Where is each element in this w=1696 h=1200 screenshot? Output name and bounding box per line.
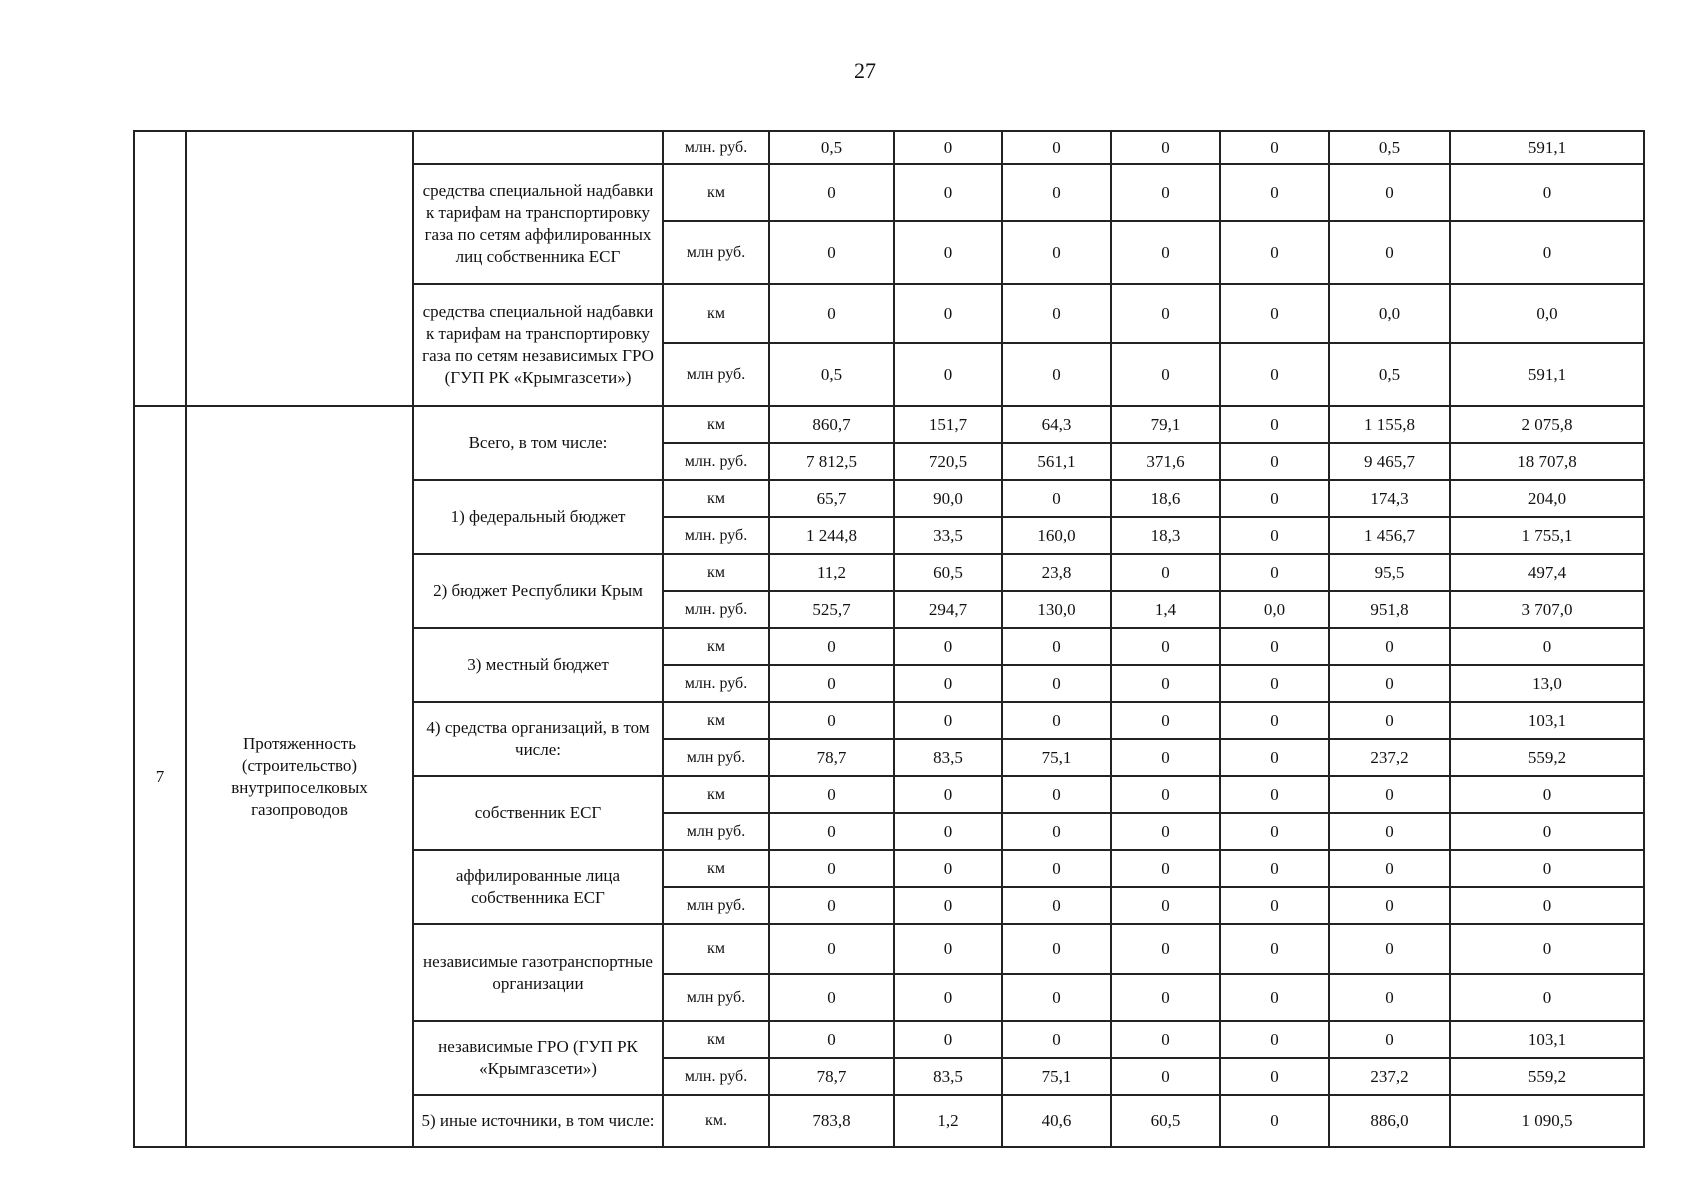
unit-cell: млн руб. bbox=[663, 739, 769, 776]
value-cell: 60,5 bbox=[1111, 1095, 1220, 1147]
value-cell: 0 bbox=[1002, 924, 1111, 974]
value-cell: 0 bbox=[1111, 284, 1220, 343]
unit-cell: км bbox=[663, 554, 769, 591]
value-cell: 0 bbox=[1002, 628, 1111, 665]
value-cell: 0,5 bbox=[769, 343, 894, 406]
value-cell: 0 bbox=[1220, 221, 1329, 284]
unit-cell: млн руб. bbox=[663, 343, 769, 406]
value-cell: 83,5 bbox=[894, 739, 1002, 776]
value-cell: 0 bbox=[1220, 443, 1329, 480]
value-cell: 90,0 bbox=[894, 480, 1002, 517]
value-cell: 0 bbox=[1002, 131, 1111, 164]
value-cell: 0 bbox=[1111, 887, 1220, 924]
value-cell: 371,6 bbox=[1111, 443, 1220, 480]
value-cell: 0 bbox=[1002, 480, 1111, 517]
value-cell: 0 bbox=[1450, 974, 1644, 1021]
value-cell: 0 bbox=[1002, 1021, 1111, 1058]
source-label: независимые ГРО (ГУП РК «Крымгазсети») bbox=[413, 1021, 663, 1095]
value-cell: 151,7 bbox=[894, 406, 1002, 443]
value-cell: 0 bbox=[1220, 924, 1329, 974]
unit-cell: млн. руб. bbox=[663, 443, 769, 480]
value-cell: 33,5 bbox=[894, 517, 1002, 554]
value-cell: 237,2 bbox=[1329, 1058, 1450, 1095]
value-cell: 0 bbox=[1220, 284, 1329, 343]
value-cell: 65,7 bbox=[769, 480, 894, 517]
value-cell: 0 bbox=[1329, 702, 1450, 739]
value-cell: 0 bbox=[1220, 480, 1329, 517]
value-cell: 0 bbox=[1220, 813, 1329, 850]
value-cell: 130,0 bbox=[1002, 591, 1111, 628]
value-cell: 0 bbox=[1450, 164, 1644, 221]
value-cell: 0 bbox=[769, 665, 894, 702]
table-row bbox=[134, 131, 1644, 164]
value-cell: 0 bbox=[1329, 974, 1450, 1021]
value-cell: 0 bbox=[1111, 1021, 1220, 1058]
unit-cell: млн руб. bbox=[663, 974, 769, 1021]
value-cell: 0 bbox=[769, 974, 894, 1021]
value-cell: 0 bbox=[1220, 739, 1329, 776]
value-cell: 18,3 bbox=[1111, 517, 1220, 554]
value-cell: 0 bbox=[1220, 343, 1329, 406]
value-cell: 0 bbox=[1220, 131, 1329, 164]
source-label: средства специальной надбавки к тарифам на транспортировку газа по сетям аффилированных лиц собственника ЕСГ bbox=[413, 164, 663, 284]
value-cell: 0 bbox=[894, 887, 1002, 924]
value-cell: 0,5 bbox=[769, 131, 894, 164]
unit-cell: млн. руб. bbox=[663, 591, 769, 628]
value-cell: 0 bbox=[1111, 665, 1220, 702]
table-row bbox=[134, 406, 1644, 443]
unit-cell: км bbox=[663, 628, 769, 665]
unit-cell: км bbox=[663, 850, 769, 887]
value-cell: 78,7 bbox=[769, 1058, 894, 1095]
value-cell: 0 bbox=[1450, 924, 1644, 974]
unit-cell: млн. руб. bbox=[663, 131, 769, 164]
value-cell: 0 bbox=[1450, 628, 1644, 665]
value-cell: 0 bbox=[1002, 974, 1111, 1021]
unit-cell: км bbox=[663, 284, 769, 343]
value-cell: 886,0 bbox=[1329, 1095, 1450, 1147]
value-cell: 0 bbox=[1329, 221, 1450, 284]
value-cell: 0 bbox=[1220, 776, 1329, 813]
value-cell: 0 bbox=[1329, 164, 1450, 221]
value-cell: 0 bbox=[894, 702, 1002, 739]
value-cell: 0 bbox=[894, 974, 1002, 1021]
value-cell: 0 bbox=[1111, 554, 1220, 591]
value-cell: 1 755,1 bbox=[1450, 517, 1644, 554]
value-cell: 0 bbox=[1450, 850, 1644, 887]
value-cell: 0 bbox=[1220, 850, 1329, 887]
value-cell: 0 bbox=[1220, 554, 1329, 591]
source-label: 3) местный бюджет bbox=[413, 628, 663, 702]
value-cell: 1 456,7 bbox=[1329, 517, 1450, 554]
value-cell: 0 bbox=[1002, 343, 1111, 406]
value-cell: 75,1 bbox=[1002, 1058, 1111, 1095]
value-cell: 0 bbox=[1111, 850, 1220, 887]
value-cell: 0 bbox=[1111, 813, 1220, 850]
value-cell: 0 bbox=[1220, 406, 1329, 443]
value-cell: 0,0 bbox=[1450, 284, 1644, 343]
value-cell: 0 bbox=[1220, 1095, 1329, 1147]
value-cell: 559,2 bbox=[1450, 1058, 1644, 1095]
page-number: 27 bbox=[854, 58, 876, 83]
value-cell: 0 bbox=[1329, 887, 1450, 924]
value-cell: 3 707,0 bbox=[1450, 591, 1644, 628]
unit-cell: км bbox=[663, 702, 769, 739]
value-cell: 860,7 bbox=[769, 406, 894, 443]
value-cell: 591,1 bbox=[1450, 343, 1644, 406]
unit-cell: млн. руб. bbox=[663, 665, 769, 702]
unit-cell: млн. руб. bbox=[663, 1058, 769, 1095]
value-cell: 0 bbox=[769, 924, 894, 974]
value-cell: 0 bbox=[1111, 702, 1220, 739]
value-cell: 0,0 bbox=[1329, 284, 1450, 343]
unit-cell: млн. руб. bbox=[663, 517, 769, 554]
value-cell: 0 bbox=[894, 284, 1002, 343]
value-cell: 0 bbox=[1111, 1058, 1220, 1095]
value-cell: 294,7 bbox=[894, 591, 1002, 628]
value-cell: 18 707,8 bbox=[1450, 443, 1644, 480]
value-cell: 0 bbox=[1329, 1021, 1450, 1058]
source-cell bbox=[413, 131, 663, 164]
value-cell: 0 bbox=[1220, 517, 1329, 554]
source-label: 1) федеральный бюджет bbox=[413, 480, 663, 554]
value-cell: 0 bbox=[1111, 131, 1220, 164]
value-cell: 75,1 bbox=[1002, 739, 1111, 776]
value-cell: 0 bbox=[1111, 221, 1220, 284]
value-cell: 0 bbox=[1111, 924, 1220, 974]
value-cell: 0,5 bbox=[1329, 131, 1450, 164]
value-cell: 0 bbox=[769, 887, 894, 924]
value-cell: 561,1 bbox=[1002, 443, 1111, 480]
value-cell: 237,2 bbox=[1329, 739, 1450, 776]
value-cell: 1 090,5 bbox=[1450, 1095, 1644, 1147]
value-cell: 0 bbox=[1329, 850, 1450, 887]
value-cell: 0 bbox=[1329, 776, 1450, 813]
value-cell: 2 075,8 bbox=[1450, 406, 1644, 443]
source-label: 2) бюджет Республики Крым bbox=[413, 554, 663, 628]
value-cell: 60,5 bbox=[894, 554, 1002, 591]
value-cell: 0 bbox=[1450, 813, 1644, 850]
value-cell: 0 bbox=[1329, 813, 1450, 850]
value-cell: 0 bbox=[1111, 739, 1220, 776]
value-cell: 497,4 bbox=[1450, 554, 1644, 591]
value-cell: 0 bbox=[1002, 776, 1111, 813]
value-cell: 174,3 bbox=[1329, 480, 1450, 517]
value-cell: 0 bbox=[894, 850, 1002, 887]
source-label: аффилированные лица собственника ЕСГ bbox=[413, 850, 663, 924]
value-cell: 103,1 bbox=[1450, 702, 1644, 739]
value-cell: 204,0 bbox=[1450, 480, 1644, 517]
value-cell: 0 bbox=[1002, 284, 1111, 343]
value-cell: 0 bbox=[1329, 665, 1450, 702]
unit-cell: км. bbox=[663, 1095, 769, 1147]
value-cell: 0 bbox=[769, 813, 894, 850]
value-cell: 0 bbox=[769, 628, 894, 665]
value-cell: 160,0 bbox=[1002, 517, 1111, 554]
value-cell: 0 bbox=[769, 776, 894, 813]
value-cell: 0 bbox=[1002, 221, 1111, 284]
value-cell: 23,8 bbox=[1002, 554, 1111, 591]
number-cell bbox=[134, 131, 186, 406]
value-cell: 0 bbox=[1002, 850, 1111, 887]
unit-cell: км bbox=[663, 776, 769, 813]
value-cell: 78,7 bbox=[769, 739, 894, 776]
value-cell: 525,7 bbox=[769, 591, 894, 628]
value-cell: 64,3 bbox=[1002, 406, 1111, 443]
value-cell: 0 bbox=[894, 665, 1002, 702]
value-cell: 0 bbox=[894, 343, 1002, 406]
unit-cell: км bbox=[663, 480, 769, 517]
value-cell: 79,1 bbox=[1111, 406, 1220, 443]
value-cell: 0 bbox=[769, 702, 894, 739]
value-cell: 0 bbox=[769, 1021, 894, 1058]
unit-cell: км bbox=[663, 924, 769, 974]
value-cell: 0 bbox=[894, 628, 1002, 665]
value-cell: 0,0 bbox=[1220, 591, 1329, 628]
value-cell: 0 bbox=[1220, 702, 1329, 739]
value-cell: 0 bbox=[894, 164, 1002, 221]
value-cell: 0 bbox=[1220, 1058, 1329, 1095]
value-cell: 13,0 bbox=[1450, 665, 1644, 702]
value-cell: 0 bbox=[1002, 702, 1111, 739]
value-cell: 0 bbox=[1220, 665, 1329, 702]
value-cell: 1 244,8 bbox=[769, 517, 894, 554]
name-cell bbox=[186, 131, 413, 406]
value-cell: 0 bbox=[1220, 164, 1329, 221]
value-cell: 0 bbox=[1002, 164, 1111, 221]
value-cell: 0 bbox=[894, 813, 1002, 850]
source-label: Всего, в том числе: bbox=[413, 406, 663, 480]
value-cell: 0 bbox=[1002, 813, 1111, 850]
unit-cell: млн руб. bbox=[663, 887, 769, 924]
value-cell: 1 155,8 bbox=[1329, 406, 1450, 443]
value-cell: 0 bbox=[1111, 974, 1220, 1021]
value-cell: 0 bbox=[894, 776, 1002, 813]
unit-cell: млн руб. bbox=[663, 813, 769, 850]
section-name: Протяженность (строительство) внутрипоселковых газопроводов bbox=[186, 406, 413, 1147]
value-cell: 11,2 bbox=[769, 554, 894, 591]
investment-table bbox=[133, 130, 1645, 1148]
value-cell: 0 bbox=[1450, 887, 1644, 924]
value-cell: 0 bbox=[769, 221, 894, 284]
source-label: собственник ЕСГ bbox=[413, 776, 663, 850]
value-cell: 83,5 bbox=[894, 1058, 1002, 1095]
source-label: независимые газотранспортные организации bbox=[413, 924, 663, 1021]
value-cell: 0 bbox=[769, 850, 894, 887]
value-cell: 0 bbox=[1220, 1021, 1329, 1058]
unit-cell: млн руб. bbox=[663, 221, 769, 284]
value-cell: 0 bbox=[1002, 665, 1111, 702]
value-cell: 0 bbox=[1450, 221, 1644, 284]
value-cell: 0 bbox=[894, 1021, 1002, 1058]
value-cell: 0 bbox=[1329, 628, 1450, 665]
value-cell: 103,1 bbox=[1450, 1021, 1644, 1058]
value-cell: 9 465,7 bbox=[1329, 443, 1450, 480]
value-cell: 0 bbox=[1220, 974, 1329, 1021]
value-cell: 783,8 bbox=[769, 1095, 894, 1147]
value-cell: 720,5 bbox=[894, 443, 1002, 480]
value-cell: 95,5 bbox=[1329, 554, 1450, 591]
unit-cell: км bbox=[663, 1021, 769, 1058]
value-cell: 0 bbox=[1450, 776, 1644, 813]
value-cell: 0 bbox=[1111, 164, 1220, 221]
value-cell: 559,2 bbox=[1450, 739, 1644, 776]
value-cell: 0,5 bbox=[1329, 343, 1450, 406]
value-cell: 0 bbox=[1329, 924, 1450, 974]
source-label: 5) иные источники, в том числе: bbox=[413, 1095, 663, 1147]
value-cell: 18,6 bbox=[1111, 480, 1220, 517]
section-number: 7 bbox=[134, 406, 186, 1147]
value-cell: 0 bbox=[1220, 628, 1329, 665]
value-cell: 1,2 bbox=[894, 1095, 1002, 1147]
source-label: средства специальной надбавки к тарифам на транспортировку газа по сетям независимых ГРО (ГУП РК «Крымгазсети») bbox=[413, 284, 663, 406]
value-cell: 1,4 bbox=[1111, 591, 1220, 628]
value-cell: 0 bbox=[894, 924, 1002, 974]
value-cell: 7 812,5 bbox=[769, 443, 894, 480]
source-label: 4) средства организаций, в том числе: bbox=[413, 702, 663, 776]
unit-cell: км bbox=[663, 406, 769, 443]
value-cell: 951,8 bbox=[1329, 591, 1450, 628]
value-cell: 40,6 bbox=[1002, 1095, 1111, 1147]
value-cell: 0 bbox=[1111, 628, 1220, 665]
value-cell: 591,1 bbox=[1450, 131, 1644, 164]
value-cell: 0 bbox=[894, 131, 1002, 164]
value-cell: 0 bbox=[1111, 343, 1220, 406]
value-cell: 0 bbox=[769, 284, 894, 343]
value-cell: 0 bbox=[894, 221, 1002, 284]
value-cell: 0 bbox=[1111, 776, 1220, 813]
value-cell: 0 bbox=[1220, 887, 1329, 924]
value-cell: 0 bbox=[1002, 887, 1111, 924]
unit-cell: км bbox=[663, 164, 769, 221]
value-cell: 0 bbox=[769, 164, 894, 221]
